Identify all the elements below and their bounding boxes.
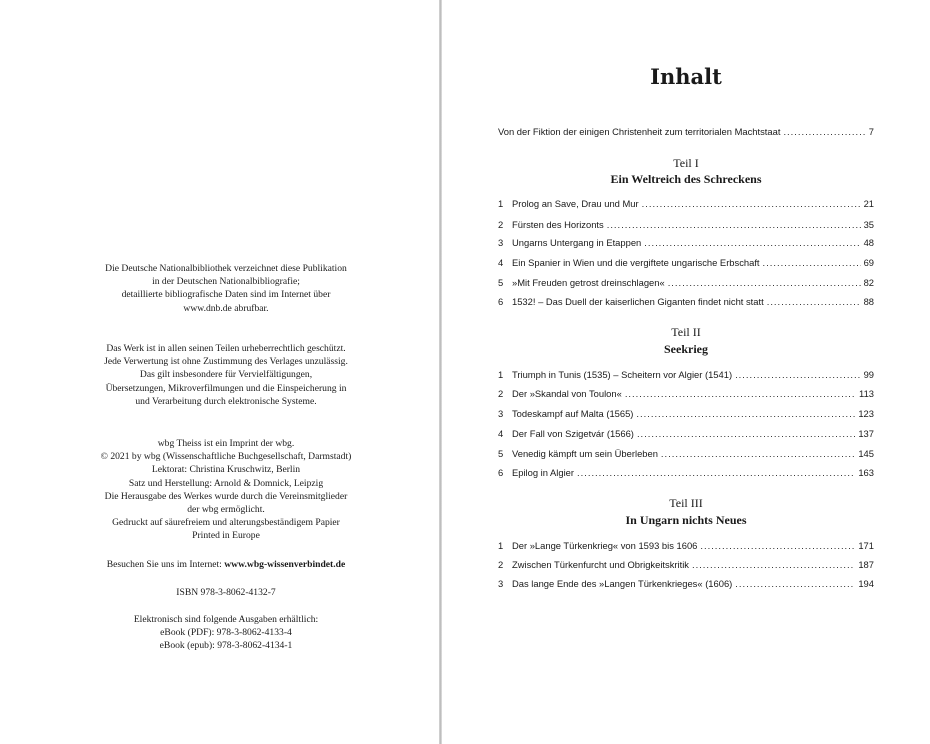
toc-entry-text: Fürsten des Horizonts bbox=[512, 219, 604, 230]
copyright-line: Übersetzungen, Mikroverfilmungen und die Einspeicherung in bbox=[105, 382, 347, 394]
toc-chapter-number: 2 bbox=[498, 388, 504, 399]
dnb-line: www.dnb.de abrufbar. bbox=[183, 302, 269, 314]
toc-entry-text: Von der Fiktion der einigen Christenheit zum territorialen Machtstaat bbox=[498, 126, 781, 137]
part-label: Teil II bbox=[671, 325, 701, 339]
toc-entry-text: Todeskampf auf Malta (1565) bbox=[512, 408, 634, 419]
part-title: Seekrieg bbox=[664, 342, 708, 356]
toc-intro-entry[interactable] bbox=[498, 126, 874, 137]
toc-leader-dots bbox=[767, 296, 861, 307]
publisher-line: Printed in Europe bbox=[192, 530, 260, 542]
toc-leader-dots bbox=[668, 277, 861, 288]
publisher-line: Gedruckt auf säurefreiem und alterungsbeständigem Papier bbox=[112, 517, 340, 529]
toc-page-number: 113 bbox=[859, 388, 874, 399]
isbn: ISBN 978-3-8062-4132-7 bbox=[176, 587, 276, 598]
copyright-line: Jede Verwertung ist ohne Zustimmung des Verlages unzulässig. bbox=[104, 356, 348, 368]
publisher-line: der wbg ermöglicht. bbox=[187, 504, 265, 516]
toc-entry-text: Der Fall von Szigetvár (1566) bbox=[512, 428, 634, 439]
toc-entry-text: Ein Spanier in Wien und die vergiftete ungarische Erbschaft bbox=[512, 257, 760, 268]
toc-chapter-entry[interactable] bbox=[498, 448, 874, 459]
toc-page-number: 69 bbox=[863, 257, 874, 268]
toc-chapter-number: 4 bbox=[498, 257, 504, 268]
toc-entry-text: Zwischen Türkenfurcht und Obrigkeitskritik bbox=[512, 559, 689, 570]
part-title: In Ungarn nichts Neues bbox=[625, 513, 747, 527]
toc-leader-dots bbox=[735, 578, 855, 589]
copyright-notice bbox=[40, 342, 412, 408]
electronic-line: Elektronisch sind folgende Ausgaben erhältlich: bbox=[133, 614, 319, 625]
toc-page-number: 123 bbox=[858, 408, 874, 419]
toc-chapter-entry[interactable] bbox=[498, 559, 874, 570]
toc-leader-dots bbox=[577, 467, 855, 478]
toc-chapter-number: 6 bbox=[498, 467, 504, 478]
toc-chapter-entry[interactable] bbox=[498, 198, 874, 209]
table-of-contents-page bbox=[442, 0, 930, 744]
part-title: Ein Weltreich des Schreckens bbox=[610, 172, 762, 186]
toc-leader-dots bbox=[607, 219, 861, 230]
toc-chapter-entry[interactable] bbox=[498, 578, 874, 589]
toc-leader-dots bbox=[637, 428, 855, 439]
toc-chapter-number: 3 bbox=[498, 578, 504, 589]
toc-page-number: 194 bbox=[858, 578, 874, 589]
website-prefix: Besuchen Sie uns im Internet: bbox=[106, 559, 225, 570]
toc-page-number: 48 bbox=[863, 237, 874, 248]
copyright-line: Das Werk ist in allen seinen Teilen urheberrechtlich geschützt. bbox=[106, 343, 346, 354]
website-line bbox=[40, 558, 412, 571]
toc-chapter-number: 5 bbox=[498, 277, 504, 288]
toc-leader-dots bbox=[625, 388, 856, 399]
toc-chapter-number: 4 bbox=[498, 428, 504, 439]
toc-entry-text: Triumph in Tunis (1535) – Scheitern vor Algier (1541) bbox=[512, 369, 733, 380]
toc-chapter-number: 6 bbox=[498, 296, 504, 307]
toc-chapter-number: 1 bbox=[498, 369, 504, 380]
toc-chapter-entry[interactable] bbox=[498, 540, 874, 551]
toc-title: Inhalt bbox=[650, 64, 722, 89]
electronic-line: eBook (epub): 978-3-8062-4134-1 bbox=[159, 640, 293, 652]
publisher-line: Lektorat: Christina Kruschwitz, Berlin bbox=[151, 464, 301, 476]
toc-page-number: 82 bbox=[863, 277, 874, 288]
dnb-line: detaillierte bibliografische Daten sind im Internet über bbox=[121, 289, 331, 301]
toc-page-number: 187 bbox=[858, 559, 874, 570]
toc-entry-text: Epilog in Algier bbox=[512, 467, 575, 478]
toc-chapter-entry[interactable] bbox=[498, 257, 874, 268]
toc-leader-dots bbox=[642, 198, 861, 209]
publisher-line: Die Herausgabe des Werkes wurde durch die Vereinsmitglieder bbox=[104, 490, 348, 502]
dnb-line: Die Deutsche Nationalbibliothek verzeichnet diese Publikation bbox=[105, 263, 347, 274]
toc-entry-text: Der »Lange Türkenkrieg« von 1593 bis 1606 bbox=[512, 540, 698, 551]
toc-entry-text: Prolog an Save, Drau und Mur bbox=[512, 198, 639, 209]
publisher-line: Satz und Herstellung: Arnold & Domnick, Leipzig bbox=[128, 477, 324, 489]
publisher-line: wbg Theiss ist ein Imprint der wbg. bbox=[157, 438, 295, 449]
toc-chapter-number: 2 bbox=[498, 559, 504, 570]
toc-leader-dots bbox=[644, 237, 860, 248]
copyright-line: und Verarbeitung durch elektronische Systeme. bbox=[135, 395, 317, 407]
toc-entry-text: 1532! – Das Duell der kaiserlichen Giganten findet nicht statt bbox=[512, 296, 764, 307]
toc-chapter-entry[interactable] bbox=[498, 408, 874, 419]
toc-page-number: 88 bbox=[863, 296, 874, 307]
toc-chapter-entry[interactable] bbox=[498, 219, 874, 230]
toc-chapter-entry[interactable] bbox=[498, 428, 874, 439]
website-link[interactable]: www.wbg-wissenverbindet.de bbox=[224, 559, 346, 570]
toc-chapter-number: 2 bbox=[498, 219, 504, 230]
toc-chapter-number: 1 bbox=[498, 540, 504, 551]
toc-leader-dots bbox=[735, 369, 860, 380]
toc-page-number: 21 bbox=[863, 198, 874, 209]
toc-leader-dots bbox=[692, 559, 855, 570]
publisher-line: © 2021 by wbg (Wissenschaftliche Buchgesellschaft, Darmstadt) bbox=[100, 451, 352, 463]
toc-chapter-number: 3 bbox=[498, 237, 504, 248]
toc-chapter-number: 5 bbox=[498, 448, 504, 459]
toc-chapter-number: 3 bbox=[498, 408, 504, 419]
toc-leader-dots bbox=[763, 257, 861, 268]
publisher-info bbox=[40, 437, 412, 543]
copyright-line: Das gilt insbesondere für Vervielfältigungen, bbox=[139, 369, 313, 381]
toc-chapter-number: 1 bbox=[498, 198, 504, 209]
part-label: Teil I bbox=[673, 156, 699, 170]
dnb-line: in der Deutschen Nationalbibliografie; bbox=[152, 276, 300, 288]
toc-page-number: 35 bbox=[863, 219, 874, 230]
toc-chapter-entry[interactable] bbox=[498, 277, 874, 288]
toc-page-number: 137 bbox=[858, 428, 874, 439]
toc-leader-dots bbox=[700, 540, 855, 551]
toc-entry-text: Der »Skandal von Toulon« bbox=[512, 388, 622, 399]
toc-entry-text: Venedig kämpft um sein Überleben bbox=[512, 448, 658, 459]
toc-entry-text: Ungarns Untergang in Etappen bbox=[512, 237, 642, 248]
toc-chapter-entry[interactable] bbox=[498, 467, 874, 478]
toc-entry-text: »Mit Freuden getrost dreinschlagen« bbox=[512, 277, 665, 288]
toc-page-number: 145 bbox=[858, 448, 874, 459]
toc-chapter-entry[interactable] bbox=[498, 369, 874, 380]
toc-chapter-entry[interactable] bbox=[498, 388, 874, 399]
toc-page-number: 163 bbox=[858, 467, 874, 478]
toc-chapter-entry[interactable] bbox=[498, 296, 874, 307]
imprint-page bbox=[0, 0, 440, 744]
toc-page-number: 7 bbox=[868, 126, 874, 137]
toc-page-number: 99 bbox=[863, 369, 874, 380]
toc-leader-dots bbox=[661, 448, 855, 459]
dnb-notice bbox=[40, 262, 412, 315]
toc-leader-dots bbox=[636, 408, 855, 419]
electronic-editions bbox=[40, 613, 412, 653]
electronic-line: eBook (PDF): 978-3-8062-4133-4 bbox=[160, 627, 292, 639]
isbn-line bbox=[40, 586, 412, 599]
toc-page-number: 171 bbox=[858, 540, 874, 551]
toc-entry-text: Das lange Ende des »Langen Türkenkrieges« (1606) bbox=[512, 578, 733, 589]
toc-leader-dots bbox=[783, 126, 865, 137]
toc-chapter-entry[interactable] bbox=[498, 237, 874, 248]
part-label: Teil III bbox=[669, 496, 703, 510]
